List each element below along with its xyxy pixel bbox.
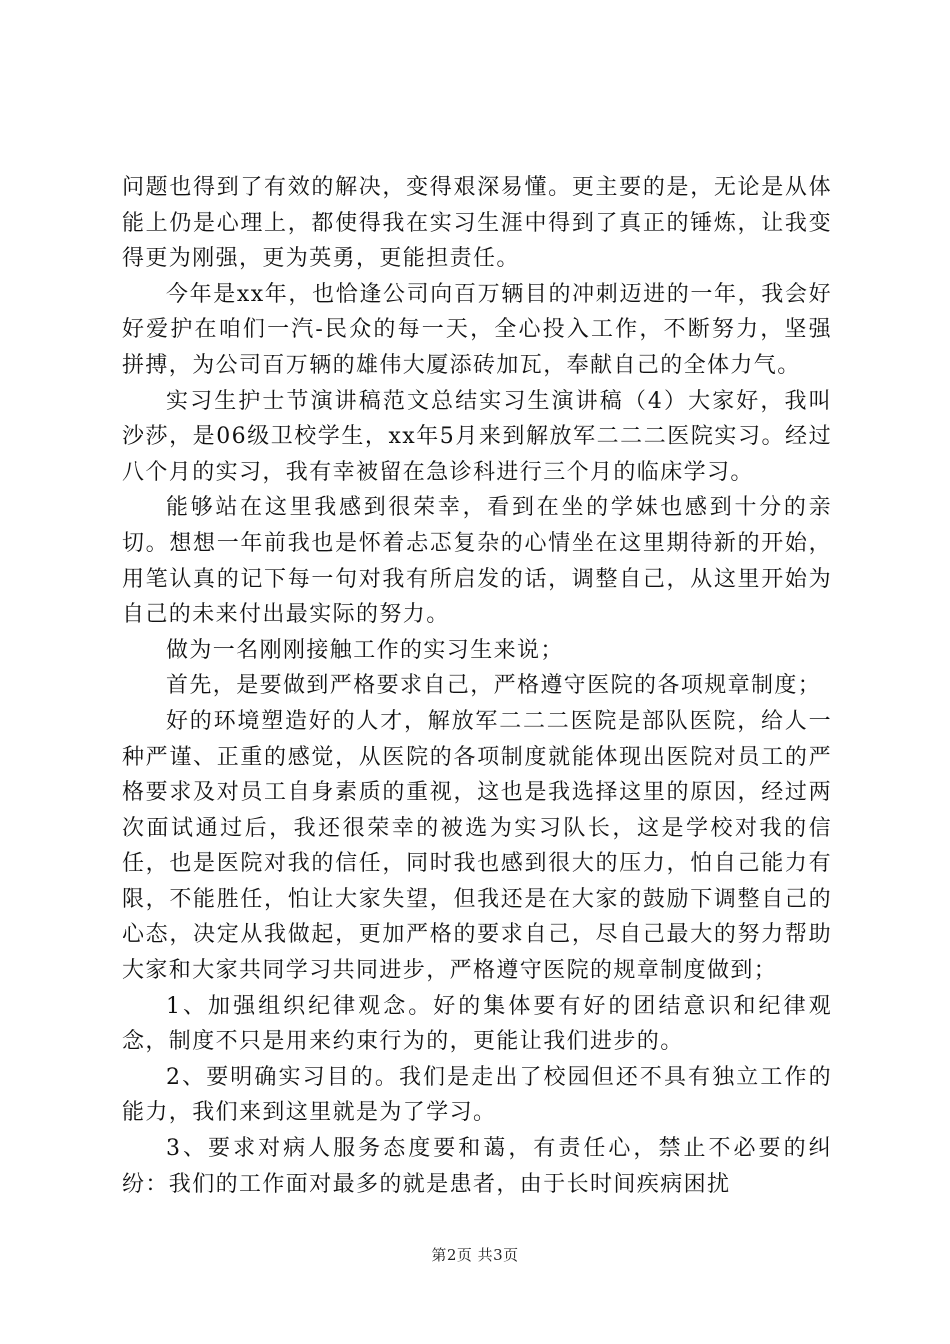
list-item: 1、加强组织纪律观念。好的集体要有好的团结意识和纪律观念，制度不只是用来约束行为的，更能让我们进步的。 — [122, 993, 832, 1055]
paragraph: 今年是xx年，也恰逢公司向百万辆目的冲刺迈进的一年，我会好好爱护在咱们一汽-民众的每一天，全心投入工作，不断努力，坚强拼搏，为公司百万辆的雄伟大厦添砖加瓦，奉献自己的全体力气。 — [122, 281, 832, 378]
paragraph: 做为一名刚刚接触工作的实习生来说； — [166, 637, 564, 663]
body-text — [122, 170, 832, 1202]
list-item: 2、要明确实习目的。我们是走出了校园但还不具有独立工作的能力，我们来到这里就是为了学习。 — [122, 1064, 832, 1126]
list-item: 3、要求对病人服务态度要和蔼，有责任心，禁止不必要的纠纷：我们的工作面对最多的就是患者，由于长时间疾病困扰 — [122, 1136, 832, 1197]
paragraph: 能够站在这里我感到很荣幸，看到在坐的学妹也感到十分的亲切。想想一年前我也是怀着忐忑复杂的心情坐在这里期待新的开始，用笔认真的记下每一句对我有所启发的话，调整自己，从这里开始为自己的未来付出最实际的努力。 — [122, 495, 832, 628]
paragraph: 好的环境塑造好的人才，解放军二二二医院是部队医院，给人一种严谨、正重的感觉，从医院的各项制度就能体现出医院对员工的严格要求及对员工自身素质的重视，这也是我选择这里的原因，经过两次面试通过后，我还很荣幸的被选为实习队长，这是学校对我的信任，也是医院对我的信任，同时我也感到很大的压力，怕自己能力有限，不能胜任，怕让大家失望，但我还是在大家的鼓励下调整自己的心态，决定从我做起，更加严格的要求自己，尽自己最大的努力帮助大家和大家共同学习共同进步，严格遵守医院的规章制度做到； — [122, 708, 832, 984]
paragraph: 首先，是要做到严格要求自己，严格遵守医院的各项规章制度； — [166, 673, 822, 699]
paragraph-continuation: 问题也得到了有效的解决，变得艰深易懂。更主要的是，无论是从体能上仍是心理上，都使得我在实习生涯中得到了真正的锤炼，让我变得更为刚强，更为英勇，更能担责任。 — [122, 175, 832, 272]
paragraph: 实习生护士节演讲稿范文总结实习生演讲稿（4）大家好，我叫沙莎，是06级卫校学生，xx年5月来到解放军二二二医院实习。经过八个月的实习，我有幸被留在急诊科进行三个月的临床学习。 — [122, 388, 832, 485]
page-footer: 第2页 共3页 — [431, 1246, 519, 1264]
